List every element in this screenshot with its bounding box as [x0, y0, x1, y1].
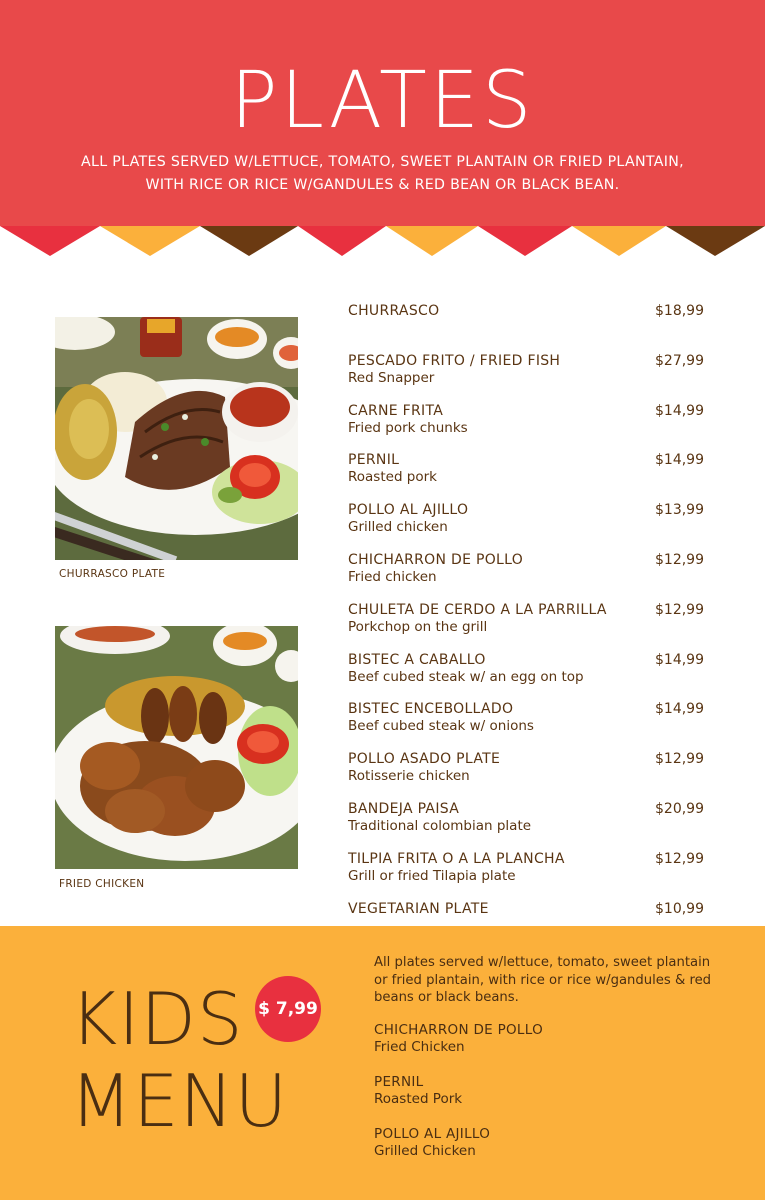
photo-caption: CHURRASCO PLATE — [59, 568, 166, 580]
menu-item-price: $12,99 — [655, 751, 704, 768]
menu-item-description: Traditional colombian plate — [348, 817, 532, 834]
menu-item-price: $14,99 — [655, 452, 704, 469]
menu-item-name: VEGETARIAN PLATE — [348, 900, 489, 917]
menu-item — [348, 353, 708, 403]
kids-item-description: Grilled Chicken — [374, 1143, 476, 1159]
photo-caption: FRIED CHICKEN — [59, 878, 145, 890]
menu-item-price: $12,99 — [655, 551, 704, 568]
menu-item-description: Rotisserie chicken — [348, 768, 470, 785]
churrasco-plate-photo — [55, 317, 298, 560]
menu-item-name: CARNE FRITA — [348, 402, 444, 419]
menu-item-price: $14,99 — [655, 651, 704, 668]
menu-item-description: Fried chicken — [348, 568, 437, 585]
kids-item-name: PERNIL — [374, 1074, 424, 1090]
kids-item-name: CHICHARRON DE POLLO — [374, 1022, 544, 1038]
menu-item — [348, 652, 708, 702]
kids-item-name: POLLO AL AJILLO — [374, 1126, 491, 1142]
menu-item-name: POLLO AL AJILLO — [348, 502, 469, 519]
menu-item-price: $12,99 — [655, 850, 704, 867]
menu-item-description: Red Snapper — [348, 369, 435, 386]
menu-item-price: $14,99 — [655, 402, 704, 419]
page-title: PLATES — [230, 56, 535, 146]
kids-item-description: Fried Chicken — [374, 1039, 465, 1055]
kids-menu-intro: All plates served w/lettuce, tomato, sweet plantain or fried plantain, with rice or rice w/gandules & red beans or black beans. — [374, 955, 712, 1005]
menu-item-name: POLLO ASADO PLATE — [348, 751, 501, 768]
fried-chicken-photo — [55, 626, 298, 869]
menu-item — [348, 851, 708, 901]
menu-item-price: $12,99 — [655, 601, 704, 618]
menu-item-name: CHULETA DE CERDO A LA PARRILLA — [348, 601, 607, 618]
menu-item-price: $20,99 — [655, 800, 704, 817]
menu-item — [348, 701, 708, 751]
menu-item-price: $10,99 — [655, 900, 704, 917]
menu-item-description: Beef cubed steak w/ an egg on top — [348, 668, 584, 685]
kids-menu-list — [374, 1022, 714, 1178]
menu-item-name: BANDEJA PAISA — [348, 800, 460, 817]
menu-item-name: CHURRASCO — [348, 303, 440, 319]
menu-item-description: Porkchop on the grill — [348, 618, 488, 635]
menu-item — [348, 403, 708, 453]
menu-item — [348, 303, 708, 353]
menu-item — [348, 552, 708, 602]
kids-price-badge: $ 7,99 — [255, 976, 321, 1042]
menu-item-price: $18,99 — [655, 303, 704, 319]
menu-item — [348, 801, 708, 851]
menu-item-name: BISTEC ENCEBOLLADO — [348, 701, 514, 718]
menu-item — [348, 502, 708, 552]
header-subtitle: ALL PLATES SERVED W/LETTUCE, TOMATO, SWEET PLANTAIN OR FRIED PLANTAIN, WITH RICE OR RICE W/GANDULES & RED BEAN OR BLACK BEAN. — [81, 154, 684, 193]
kids-menu-item — [374, 1074, 714, 1126]
menu-item-name: TILPIA FRITA O A LA PLANCHA — [348, 850, 565, 867]
menu-item-description: Roasted pork — [348, 469, 437, 486]
kids-menu-item — [374, 1022, 714, 1074]
menu-item-price: $13,99 — [655, 502, 704, 519]
menu-item-name: PESCADO FRITO / FRIED FISH — [348, 352, 561, 369]
menu-item-name: CHICHARRON DE POLLO — [348, 551, 524, 568]
menu-item-name: PERNIL — [348, 452, 400, 469]
menu-title-line: MENU — [70, 1059, 289, 1143]
kids-menu-item — [374, 1126, 714, 1178]
kids-menu-section — [0, 926, 765, 1200]
menu-item-price: $27,99 — [655, 352, 704, 369]
header-banner — [0, 0, 765, 226]
menu-item-description: Grilled chicken — [348, 519, 448, 536]
menu-item-price: $14,99 — [655, 701, 704, 718]
plates-menu-list — [348, 303, 708, 950]
kids-item-description: Roasted Pork — [374, 1091, 463, 1107]
menu-item-description: Beef cubed steak w/ onions — [348, 718, 534, 735]
menu-item — [348, 751, 708, 801]
menu-item-description: Fried pork chunks — [348, 419, 468, 436]
zigzag-border — [0, 226, 765, 256]
kids-title-line: KIDS — [70, 977, 244, 1061]
menu-item-name: BISTEC A CABALLO — [348, 651, 486, 668]
menu-item-description: Grill or fried Tilapia plate — [348, 867, 516, 884]
menu-item — [348, 452, 708, 502]
menu-item — [348, 602, 708, 652]
